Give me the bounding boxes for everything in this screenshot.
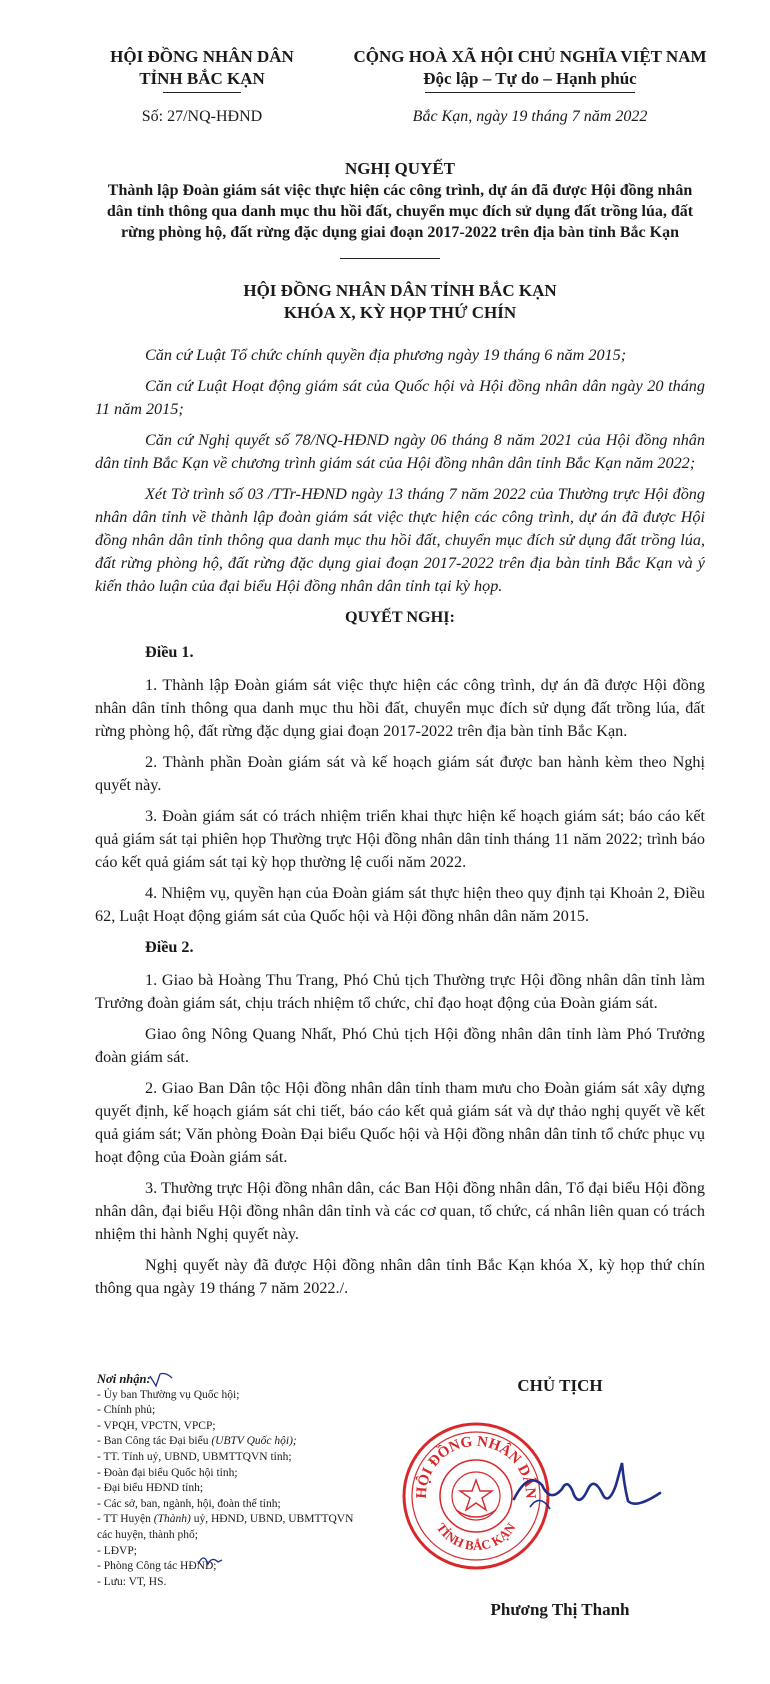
council-session — [100, 280, 700, 324]
seal-bottom-text: TỈNH BẮC KẠN — [433, 1520, 519, 1554]
authority-line-2: TỈNH BẮC KẠN — [139, 69, 265, 88]
preamble-basis-1: Căn cứ Luật Tổ chức chính quyền địa phương ngày 19 tháng 6 năm 2015; — [145, 346, 627, 364]
recipient-item-text: - Ban Công tác Đại biểu — [97, 1435, 212, 1448]
title-underline — [340, 258, 440, 259]
session-name: KHÓA X, KỲ HỌP THỨ CHÍN — [283, 303, 517, 322]
article-1-clause-1: 1. Thành lập Đoàn giám sát việc thực hiện các công trình, dự án đã được Hội đồng nhân dân tỉnh thông qua danh mục thu hồi đất, chuyển mục đích sử dụng đất trồng lúa, đất rừng phòng hộ, đất rừng đặc dụng giai đoạn 2017-2022 trên địa bàn tỉnh Bắc Kạn. — [95, 676, 705, 740]
recipient-item: - Các sở, ban, ngành, hội, đoàn thể tỉnh; — [97, 1497, 281, 1510]
recipient-item: - VPQH, VPCTN, VPCP; — [97, 1419, 216, 1432]
document-number: Số: 27/NQ-HĐND — [141, 108, 263, 125]
preamble-consideration: Xét Tờ trình số 03 /TTr-HĐND ngày 13 tháng 7 năm 2022 của Thường trực Hội đồng nhân dân tỉnh về thành lập đoàn giám sát việc thực hiện các công trình, dự án đã được Hội đồng nhân dân tỉnh thông qua danh mục thu hồi đất, chuyển mục đích sử dụng đất trồng lúa, đất rừng phòng hộ, đất rừng đặc dụng giai đoạn 2017-2022 trên địa bàn tỉnh Bắc Kạn và ý kiến thảo luận của đại biểu Hội đồng nhân dân tỉnh tại kỳ họp. — [95, 485, 705, 595]
article-1-clause-2: 2. Thành phần Đoàn giám sát và kế hoạch giám sát được ban hành kèm theo Nghị quyết này. — [95, 753, 705, 794]
resolve-heading: QUYẾT NGHỊ: — [345, 608, 455, 626]
motto-underline — [425, 92, 635, 93]
authority-line-1: HỘI ĐỒNG NHÂN DÂN — [110, 47, 294, 66]
article-2-clause-3: 3. Thường trực Hội đồng nhân dân, các Ban Hội đồng nhân dân, Tổ đại biểu Hội đồng nhân dân, đại biểu Hội đồng nhân dân tỉnh và các cơ quan, tổ chức, cá nhân liên quan có trách nhiệm thi hành Nghị quyết này. — [95, 1179, 705, 1243]
document-body — [95, 344, 705, 1308]
national-motto: Độc lập – Tự do – Hạnh phúc — [423, 69, 637, 88]
recipient-item-note: (Thành) — [153, 1513, 191, 1526]
article-2-clause-1b: Giao ông Nông Quang Nhất, Phó Chủ tịch Hội đồng nhân dân tỉnh làm Phó Trưởng đoàn giám sát. — [95, 1025, 705, 1066]
recipient-item: - Phòng Công tác HĐND; — [97, 1560, 217, 1573]
article-2-clause-2: 2. Giao Ban Dân tộc Hội đồng nhân dân tỉnh tham mưu cho Đoàn giám sát xây dựng quyết định, kế hoạch giám sát chi tiết, báo cáo kết quả giám sát và dự thảo nghị quyết về kết quả giám sát; Văn phòng Đoàn Đại biểu Quốc hội và Hội đồng nhân dân tỉnh tổ chức phục vụ hoạt động của Đoàn giám sát. — [95, 1079, 705, 1166]
recipients-heading: Nơi nhận: — [97, 1372, 151, 1386]
article-2-clause-1: 1. Giao bà Hoàng Thu Trang, Phó Chủ tịch Thường trực Hội đồng nhân dân tỉnh làm Trưởng đoàn giám sát, chịu trách nhiệm tổ chức, chỉ đạo hoạt động của Đoàn giám sát. — [95, 971, 705, 1012]
signer-title: CHỦ TỊCH — [517, 1376, 603, 1395]
document-subject: Thành lập Đoàn giám sát việc thực hiện các công trình, dự án đã được Hội đồng nhân dân tỉnh thông qua danh mục thu hồi đất, chuyển mục đích sử dụng đất trồng lúa, đất rừng phòng hộ, đất rừng đặc dụng giai đoạn 2017-2022 trên địa bàn tỉnh Bắc Kạn — [106, 182, 694, 241]
national-emblem-icon — [452, 1472, 500, 1520]
authority-underline — [163, 92, 241, 93]
recipient-item: - Đại biểu HĐND tỉnh; — [97, 1482, 204, 1495]
recipient-item-text: - TT Huyện — [97, 1513, 154, 1526]
recipient-item: - Đoàn đại biểu Quốc hội tỉnh; — [97, 1466, 238, 1479]
recipient-item-continuation: các huyện, thành phố; — [97, 1528, 198, 1541]
article-2-heading: Điều 2. — [145, 938, 194, 956]
initial-mark-icon — [148, 1370, 176, 1392]
seal-top-text: HỘI ĐỒNG NHÂN DÂN — [413, 1433, 539, 1499]
council-name: HỘI ĐỒNG NHÂN DÂN TỈNH BẮC KẠN — [243, 281, 557, 300]
recipient-item: - Lưu: VT, HS. — [97, 1575, 167, 1588]
article-1-clause-4: 4. Nhiệm vụ, quyền hạn của Đoàn giám sát thực hiện theo quy định tại Khoản 2, Điều 62, Luật Hoạt động giám sát của Quốc hội và Hội đồng nhân dân năm 2015. — [95, 884, 705, 925]
preamble-basis-3: Căn cứ Nghị quyết số 78/NQ-HĐND ngày 06 tháng 8 năm 2021 của Hội đồng nhân dân tỉnh Bắc Kạn về chương trình giám sát của Hội đồng nhân dân tỉnh Bắc Kạn năm 2022; — [95, 431, 705, 472]
place-and-date: Bắc Kạn, ngày 19 tháng 7 năm 2022 — [412, 108, 648, 125]
issuing-authority — [92, 46, 312, 93]
recipient-item: - Ủy ban Thường vụ Quốc hội; — [97, 1388, 240, 1401]
closing-statement: Nghị quyết này đã được Hội đồng nhân dân tỉnh Bắc Kạn khóa X, kỳ họp thứ chín thông qua ngày 19 tháng 7 năm 2022./. — [95, 1256, 705, 1297]
svg-text:TỈNH BẮC KẠN — [434, 1520, 519, 1554]
recipient-item — [97, 1512, 397, 1528]
recipient-item-note: (UBTV Quốc hội); — [211, 1435, 297, 1448]
recipient-item: - TT. Tỉnh uỷ, UBND, UBMTTQVN tỉnh; — [97, 1450, 292, 1463]
national-title — [350, 46, 710, 93]
handwritten-signature-icon — [510, 1455, 670, 1525]
recipient-item — [97, 1434, 397, 1450]
signer-name: Phương Thị Thanh — [490, 1600, 630, 1619]
initial-mark-icon — [196, 1550, 224, 1572]
recipient-item: - Chính phủ; — [97, 1404, 156, 1417]
recipients-list — [97, 1372, 397, 1590]
article-1-heading: Điều 1. — [145, 643, 194, 661]
recipient-item-rest: uỷ, HĐND, UBND, UBMTTQVN — [190, 1513, 354, 1526]
recipient-item: - LĐVP; — [97, 1544, 137, 1557]
preamble-basis-2: Căn cứ Luật Hoạt động giám sát của Quốc hội và Hội đồng nhân dân ngày 20 tháng 11 năm 2015; — [95, 377, 705, 418]
national-title-line-1: CỘNG HOÀ XÃ HỘI CHỦ NGHĨA VIỆT NAM — [353, 47, 707, 66]
article-1-clause-3: 3. Đoàn giám sát có trách nhiệm triển khai thực hiện kế hoạch giám sát; báo cáo kết quả giám sát tại phiên họp Thường trực Hội đồng nhân dân tỉnh tháng 11 năm 2022; trình báo cáo kết quả giám sát tại kỳ họp thường lệ cuối năm 2022. — [95, 807, 705, 871]
document-type: NGHỊ QUYẾT — [344, 159, 456, 178]
